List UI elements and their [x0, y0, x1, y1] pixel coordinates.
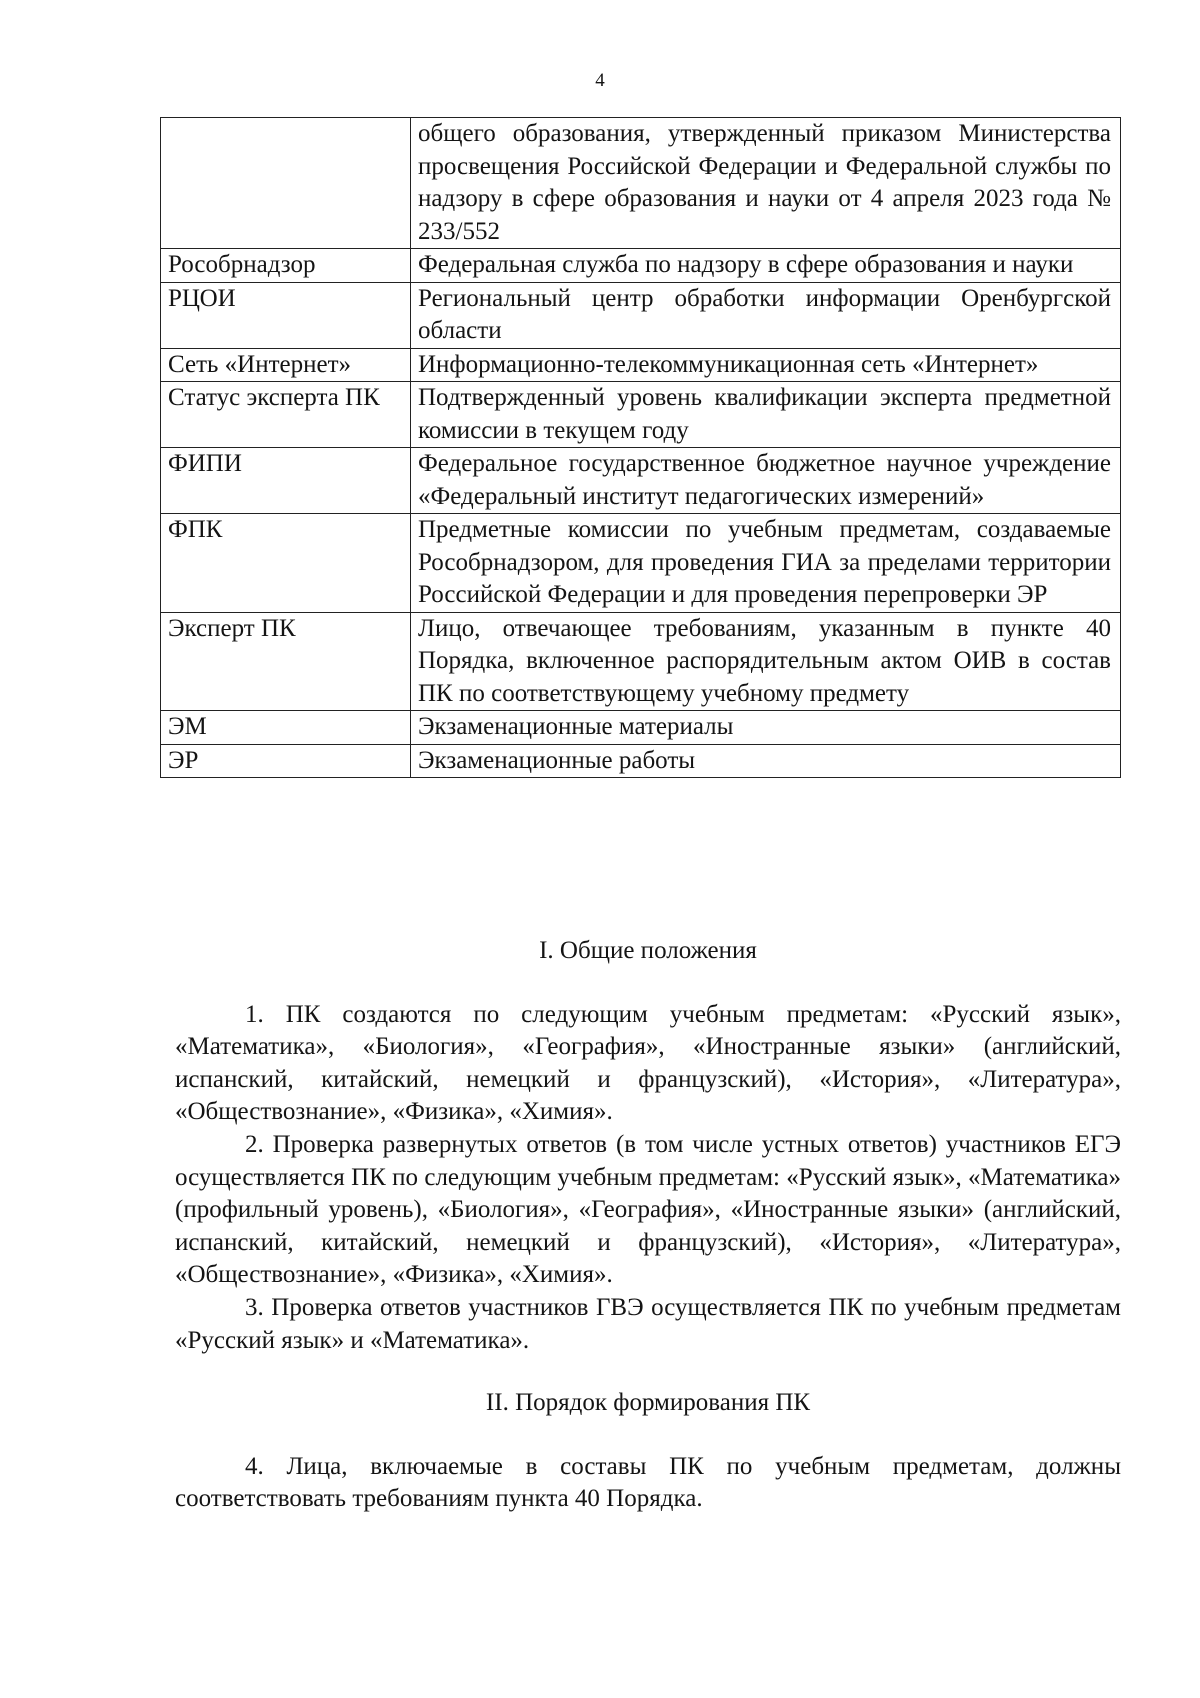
abbreviation-term: Статус эксперта ПК: [161, 382, 411, 448]
abbreviation-term: ЭР: [161, 744, 411, 778]
abbreviation-term: [161, 118, 411, 249]
table-row: [161, 711, 1121, 745]
table-row: [161, 448, 1121, 514]
abbreviation-definition: Информационно-телекоммуникационная сеть «Интернет»: [411, 348, 1121, 382]
table-row: [161, 514, 1121, 613]
abbreviation-definition: общего образования, утвержденный приказом Министерства просвещения Российской Федерации и Федеральной службы по надзору в сфере образования и науки от 4 апреля 2023 года № 233/552: [411, 118, 1121, 249]
abbreviation-definition: Федеральная служба по надзору в сфере образования и науки: [411, 249, 1121, 283]
abbreviation-definition: Экзаменационные материалы: [411, 711, 1121, 745]
table-row: [161, 744, 1121, 778]
abbreviations-table: [160, 117, 1121, 778]
page-number: 4: [595, 70, 605, 91]
table-row: [161, 612, 1121, 711]
abbreviation-definition: Экзаменационные работы: [411, 744, 1121, 778]
abbreviation-term: Эксперт ПК: [161, 612, 411, 711]
abbreviation-term: ФИПИ: [161, 448, 411, 514]
abbreviation-term: Сеть «Интернет»: [161, 348, 411, 382]
abbreviation-term: РЦОИ: [161, 282, 411, 348]
section-heading: II. Порядок формирования ПК: [485, 1389, 811, 1417]
section-heading: I. Общие положения: [539, 937, 757, 964]
abbreviation-term: ФПК: [161, 514, 411, 613]
abbreviation-definition: Лицо, отвечающее требованиям, указанным в пункте 40 Порядка, включенное распорядительным актом ОИВ в состав ПК по соответствующему учебному предмету: [411, 612, 1121, 711]
table-row: [161, 282, 1121, 348]
paragraph: 4. Лица, включаемые в составы ПК по учебным предметам, должны соответствовать требованиям пункта 40 Порядка.: [175, 1452, 1121, 1513]
abbreviation-definition: Подтвержденный уровень квалификации эксперта предметной комиссии в текущем году: [411, 382, 1121, 448]
abbreviation-definition: Региональный центр обработки информации Оренбургской области: [411, 282, 1121, 348]
paragraph: 3. Проверка ответов участников ГВЭ осуществляется ПК по учебным предметам «Русский язык» и «Математика».: [175, 1293, 1121, 1354]
table-row: [161, 249, 1121, 283]
abbreviation-definition: Федеральное государственное бюджетное научное учреждение «Федеральный институт педагогических измерений»: [411, 448, 1121, 514]
paragraph: 2. Проверка развернутых ответов (в том числе устных ответов) участников ЕГЭ осуществляется ПК по следующим учебным предметам: «Русский язык», «Математика» (профильный уровень), «Биология», «География», «Иностранные языки» (английский, испанский, китайский, немецкий и французский), «История», «Литература», «Обществознание», «Физика», «Химия».: [175, 1130, 1121, 1289]
table-row: [161, 348, 1121, 382]
document-body: [175, 935, 1121, 1516]
abbreviation-term: Рособрнадзор: [161, 249, 411, 283]
abbreviation-definition: Предметные комиссии по учебным предметам, создаваемые Рособрнадзором, для проведения ГИА за пределами территории Российской Федерации и для проведения перепроверки ЭР: [411, 514, 1121, 613]
table-row: [161, 118, 1121, 249]
table-row: [161, 382, 1121, 448]
paragraph: 1. ПК создаются по следующим учебным предметам: «Русский язык», «Математика», «Биология», «География», «Иностранные языки» (английский, испанский, китайский, немецкий и французский), «История», «Литература», «Обществознание», «Физика», «Химия».: [175, 1000, 1121, 1126]
abbreviation-term: ЭМ: [161, 711, 411, 745]
